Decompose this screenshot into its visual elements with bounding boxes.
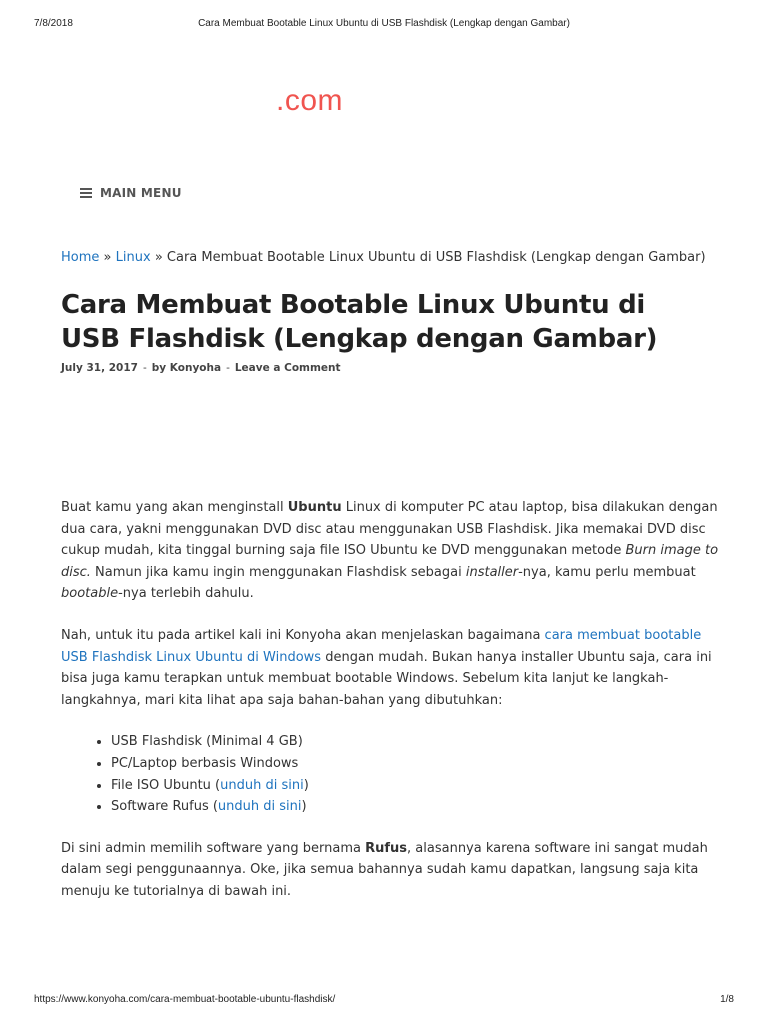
breadcrumb-home-link[interactable]: Home <box>61 250 100 265</box>
paragraph-intro: Buat kamu yang akan menginstall Ubuntu Linux di komputer PC atau laptop, bisa dilakukan dengan dua cara, yakni menggunakan DVD disc atau menggunakan USB Flashdisk. Jika memakai DVD disc cukup mudah, kita tinggal burning saja file ISO Ubuntu ke DVD menggunakan metode Burn image to disc. Namun jika kamu ingin menggunakan Flashdisk sebagai installer-nya, kamu perlu membuat bootable-nya terlebih dahulu. <box>61 500 719 602</box>
paragraph-explanation: Nah, untuk itu pada artikel kali ini Konyoha akan menjelaskan bagaimana cara membuat bootable USB Flashdisk Linux Ubuntu di Windows dengan mudah. Bukan hanya installer Ubuntu saja, cara ini bisa juga kamu terapkan untuk membuat bootable Windows. Sebelum kita lanjut ke langkah-langkahnya, mari kita lihat apa saja bahan-bahan yang dibutuhkan: <box>61 627 712 708</box>
bold-rufus: Rufus <box>365 840 408 856</box>
hamburger-icon <box>80 188 92 198</box>
list-item: • File ISO Ubuntu (unduh di sini) <box>111 775 721 797</box>
download-ubuntu-link[interactable]: unduh di sini <box>220 777 304 793</box>
paragraph-rufus: Di sini admin memilih software yang bernama Rufus, alasannya karena software ini sangat mudah dalam segi penggunaannya. Oke, jika semua bahannya sudah kamu dapatkan, langsung saja kita menuju ke tutorialnya di bawah ini. <box>61 840 708 899</box>
meta-separator: - <box>142 362 147 374</box>
italic-bootable: bootable <box>61 586 119 602</box>
print-page-number: 1/8 <box>720 994 734 1005</box>
meta-separator: - <box>226 362 230 374</box>
print-footer <box>0 990 768 1020</box>
requirements-list <box>61 731 721 817</box>
breadcrumb-separator: » <box>103 250 112 265</box>
breadcrumb <box>61 250 741 265</box>
site-logo[interactable]: .com <box>276 84 344 117</box>
bootable-guide-link[interactable]: cara membuat bootable USB Flashdisk Linux Ubuntu di Windows <box>61 627 702 665</box>
breadcrumb-separator: » <box>154 250 163 265</box>
list-item: • USB Flashdisk (Minimal 4 GB) <box>111 731 721 753</box>
bold-ubuntu: Ubuntu <box>287 500 342 515</box>
post-meta <box>61 362 341 374</box>
italic-installer: installer <box>465 564 519 580</box>
print-title: Cara Membuat Bootable Linux Ubuntu di USB Flashdisk (Lengkap dengan Gambar) <box>198 18 570 29</box>
author-prefix: by <box>151 362 167 374</box>
print-date: 7/8/2018 <box>34 18 73 29</box>
post-date[interactable]: July 31, 2017 <box>61 362 138 374</box>
breadcrumb-current: Cara Membuat Bootable Linux Ubuntu di USB Flashdisk (Lengkap dengan Gambar) <box>166 250 706 265</box>
leave-comment-link[interactable]: Leave a Comment <box>234 362 341 374</box>
breadcrumb-category-link[interactable]: Linux <box>115 250 151 265</box>
main-menu-label: MAIN MENU <box>100 186 182 200</box>
post-author-link[interactable]: Konyoha <box>169 362 222 374</box>
post-content <box>61 497 721 923</box>
download-rufus-link[interactable]: unduh di sini <box>217 799 302 815</box>
print-url: https://www.konyoha.com/cara-membuat-bootable-ubuntu-flashdisk/ <box>34 994 336 1005</box>
post-title: Cara Membuat Bootable Linux Ubuntu di USB Flashdisk (Lengkap dengan Gambar) <box>61 290 658 354</box>
list-item: • Software Rufus (unduh di sini) <box>111 796 721 818</box>
list-item: • PC/Laptop berbasis Windows <box>111 753 721 775</box>
main-menu-toggle[interactable] <box>80 186 182 200</box>
print-header <box>0 0 768 40</box>
italic-burn-image: Burn image to disc. <box>61 543 719 580</box>
